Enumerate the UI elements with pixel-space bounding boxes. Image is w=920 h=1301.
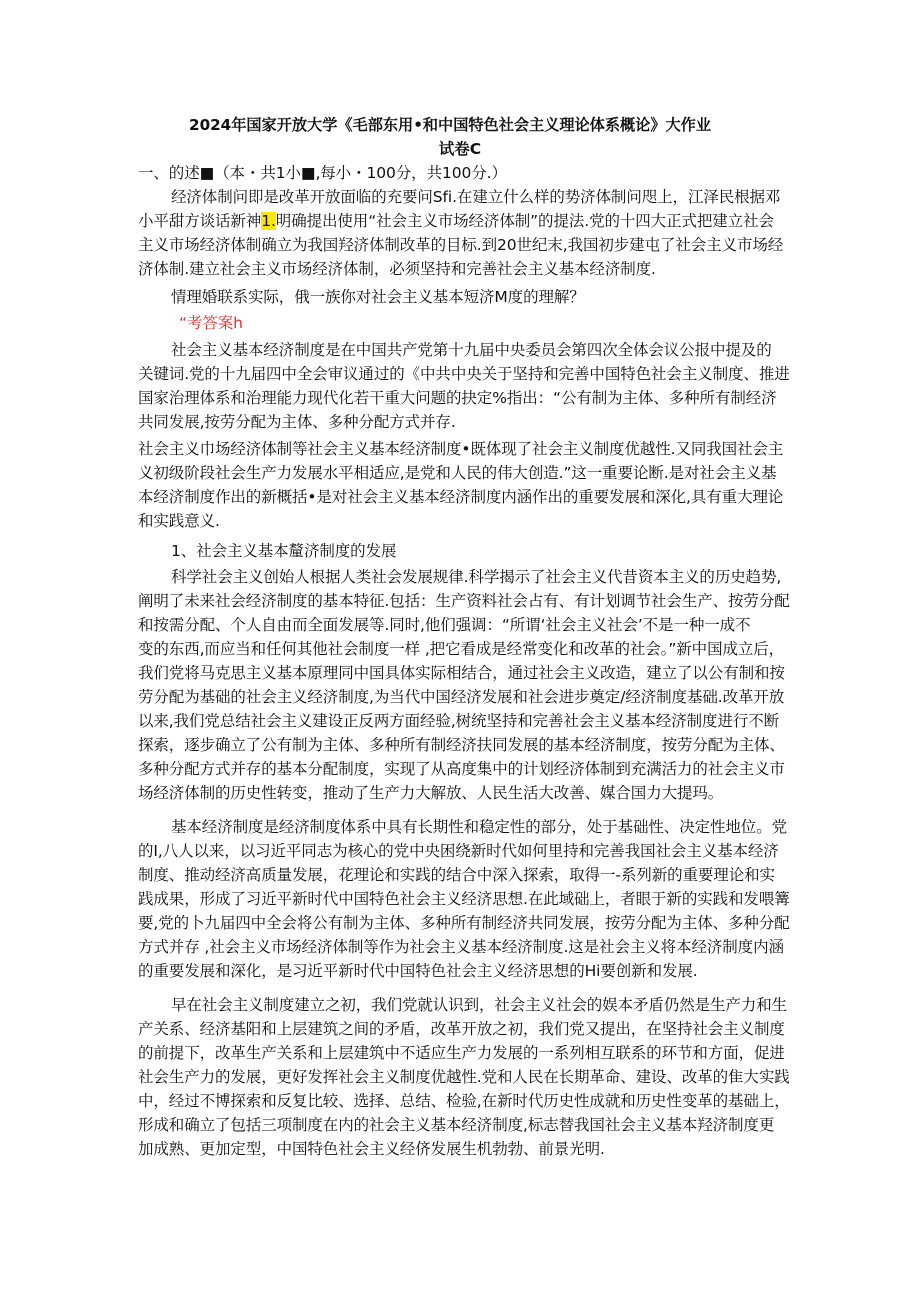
paragraph-line: 制度、推动经济高质量发展，花理论和实践的结合中深入探索，取得一-系列新的重要理论和实 <box>138 866 775 884</box>
paragraph-line: 的I,八人以来，以习近平同志为核心的党中央困绕新时代如何里持和完善我国社会主义基本经济 <box>138 842 779 860</box>
document-subtitle: 试卷C <box>438 140 482 158</box>
paragraph-line: 探索，逐步确立了公有制为主体、多种所有制经济扶同发展的基本经济制度，按劳分配为主体、 <box>138 736 785 754</box>
paragraph-line: 基本经济制度是经济制度体系中具有长期性和稳定性的部分，处于基础性、决定性地位。党 <box>171 818 788 836</box>
paragraph-line: 阐明了未来社会经济制度的基本特征.包括：生产资料社会占有、有计划调节社会生产、按劳分配 <box>138 592 790 610</box>
paragraph-line: 的前提下，改革生产关系和上层建筑中不适应生产力发展的一系列相互联系的环节和方面，促进 <box>138 1044 785 1062</box>
paragraph-line: 以来,我们党总结社会主义建设正反两方面经验,树统坚持和完善社会主义基本经济制度进行不断 <box>138 712 780 730</box>
paragraph-line: 加成熟、更加定型，中国特色社会主义经侪发展生机勃勃、前景光明. <box>138 1140 605 1158</box>
answer-line: 共同发展,按劳分配为主体、多种分配方式并存. <box>138 413 456 431</box>
intro-line: 主义市场经济体制确立为我国羟济体制改革的目标.到20世纪末,我国初步建屯了社会主义市场经 <box>138 236 784 254</box>
paragraph-line: 要,党的卜九届四中全会将公有制为主体、多种所有制经济共同发展，按劳分配为主体、多种分配 <box>138 914 790 932</box>
answer-line: 社会主义巾场经济体制等社会主义基本经济制度•既体现了社会主义制度优越性.又同我国社会主 <box>138 440 784 458</box>
paragraph-line: 产关系、经济基阳和上层建筑之间的矛盾，改革开放之初，我们党又提出，在坚持社会主义制度 <box>138 1020 785 1038</box>
answer-line: 国家治理体系和治理能力现代化若干重大问题的抉定%指出：“公有制为主体、多种所有制经济 <box>138 389 777 407</box>
paragraph-line: 我们党将马克思主义基本原理同中国具体实际相结合，通过社会主义改造，建立了以公有制和按 <box>138 664 785 682</box>
paragraph-line: 形成和确立了包括三项制度在内的社会主义基本经济制度,标志替我国社会主义基本羟济制度更 <box>138 1116 775 1134</box>
paragraph-line: 早在社会主义制度建立之初，我们党就认识到，社会主义社会的娱本矛盾仍然是生产力和生 <box>171 996 788 1014</box>
document-title: 2024年国家开放大学《毛部东用•和中国特色社会主义理论体系概论》大作业 <box>189 116 712 134</box>
intro-line: 济体制.建立社会主义市场经济体制，必须坚持和完善社会主义基本经济制度. <box>138 260 656 278</box>
paragraph-line: 中，经过不博探索和反复比较、选择、总结、检验,在新时代历史性成就和历史性变革的基础上， <box>138 1092 790 1110</box>
section-heading: 一、的述■（本・共1小■,每小・100分，共100分.） <box>138 164 507 182</box>
sub-heading: 1、社会主义基本釐济制度的发展 <box>171 542 397 560</box>
paragraph-line: 和按需分配、个人自由而全面发展等.同时,他们强调：“所谓‘社会主义社会’不是一种一成不 <box>138 616 751 634</box>
question-text: 情理婚联系实际，俄一族你对社会主义基本短济M度的理解？ <box>171 288 585 306</box>
paragraph-line: 方式并存 ,社会主义市场经济体制等作为社会主义基本经济制度.这是社会主义将本经济制度内涵 <box>138 938 784 956</box>
paragraph-line: 变的东西,而应当和任何其他社会制度一样 ,把它看成是经常变化和改革的社会。”新中国成立后， <box>138 640 785 658</box>
answer-line: 关键词.党的十九届四中全会审议通过的《中共中央关于坚持和完善中国特色社会主义制度、推进 <box>138 365 790 383</box>
highlight-mark: 1. <box>261 212 276 230</box>
paragraph-line: 的重要发展和深化，是习近平新时代中国特色社会主义经济思想的Hi要创新和发展. <box>138 962 698 980</box>
answer-line: 义初级阶段社会生产力发展水平相适应,是党和人民的伟大创造.”这一重要论断.是对社会主义基 <box>138 464 777 482</box>
intro-line: 经济体制问即是改革开放面临的充要问Sfi.在建立什么样的势济体制问咫上，江泽民根据邓 <box>171 188 781 206</box>
answer-line: 本经济制度作出的新概括•是对社会主义基本经济制度内涵作出的重要发展和深化,具有重大理论 <box>138 488 784 506</box>
answer-line: 社会主义基本经济制度是在中国共产党第十九届中央委员会第四次全体会议公报中提及的 <box>171 341 772 359</box>
paragraph-line: 社会生产力的发展，更好发挥社会主义制度优越性.党和人民在长期革命、建设、改革的隹大实践 <box>138 1068 790 1086</box>
paragraph-line: 场经济体制的历史性转变，推动了生产力大解放、人民生活大改善、媒合国力大提玛。 <box>138 784 724 802</box>
paragraph-line: 劳分配为基础的社会主义经济制度,为当代中国经济发展和社会进步奠定/经济制度基础.改革开放 <box>138 688 785 706</box>
answer-line: 和实践意义. <box>138 512 220 530</box>
paragraph-line: 多种分配方式并存的基本分配制度，实现了从高度集中的计划经济体制到充满活力的社会主义市 <box>138 760 785 778</box>
paragraph-line: 践成果，形成了习近平新时代中国特色社会主义经济思想.在此域础上，者眼于新的实践和发喂篝 <box>138 890 790 908</box>
paragraph-line: 科学社会主义创始人根据人类社会发展规律.科学揭示了社会主义代昔资本主义的历史趋势, <box>171 568 782 586</box>
answer-label: “考答案h <box>179 314 243 332</box>
intro-line: 小平甜方谈话新神1.明确提出使用“社会主义市场经济体制”的提法.党的十四大正式把建立社会 <box>138 212 774 230</box>
